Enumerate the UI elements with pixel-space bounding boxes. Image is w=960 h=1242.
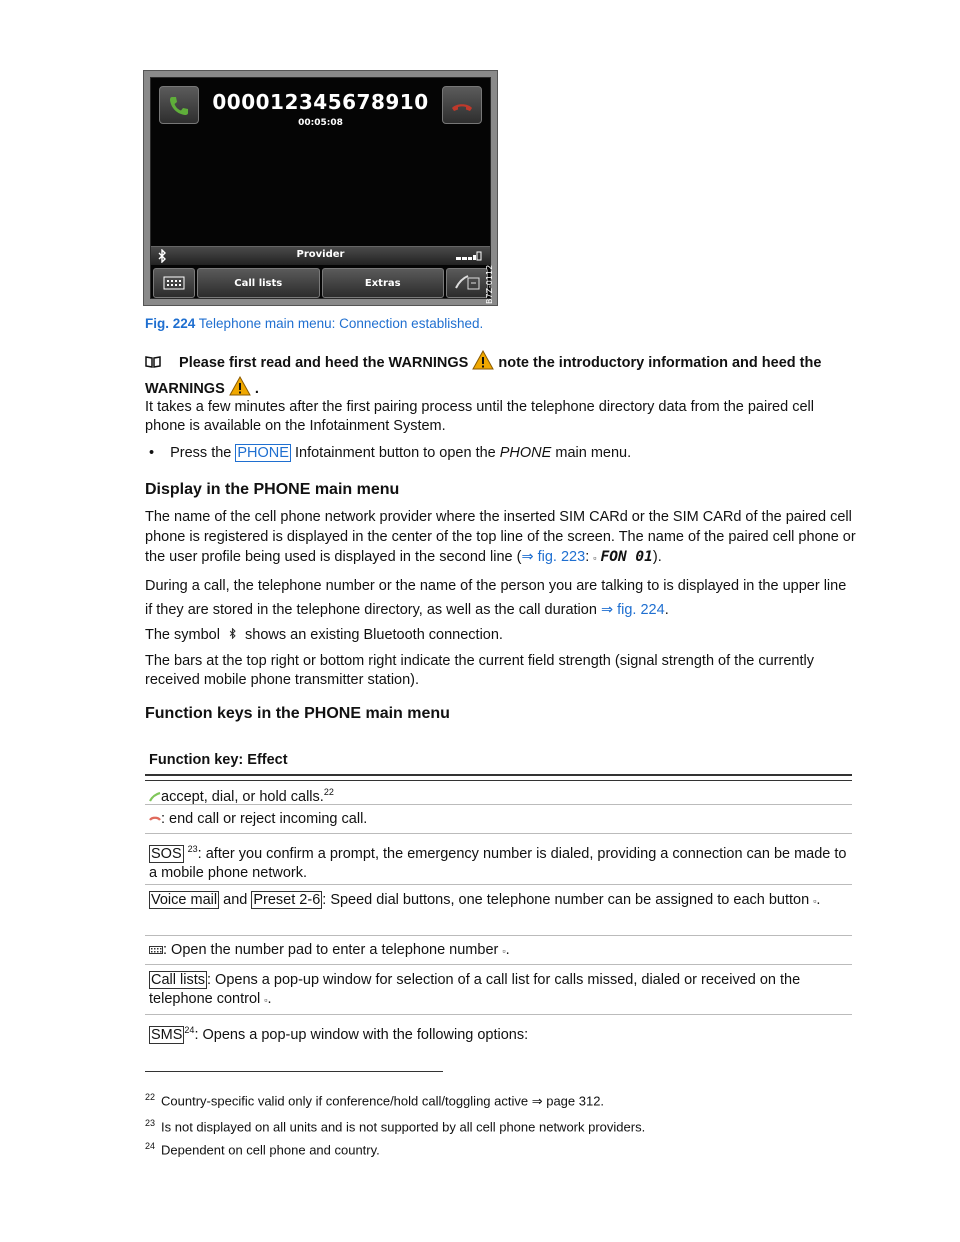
row-text: : Open the number pad to enter a telephone number [163,942,499,958]
book-icon [145,356,161,368]
footnote-separator [145,1071,443,1072]
table-header: Function key: Effect [149,752,288,768]
phone-end-icon [149,815,161,823]
display-paragraph-4: The bars at the top right or bottom right indicate the current field strength (signal strength of the currently received mobile phone transmitter station). [145,653,814,688]
footnote-number: 22 [145,1092,156,1102]
section-title-function-keys: Function keys in the PHONE main menu [145,705,450,722]
softkey-bar [153,268,488,298]
warning-text-2: note the introductory information and heed the WARNINGS [145,355,822,397]
paragraph-text: The name of the cell phone network provider where the inserted SIM CARd or the SIM CARd of the paired cell phone is registered is displayed in the center of the top line of the screen. The name of the paired cell phone or the user profile being used is displayed in the second line ( [145,509,856,565]
warning-end: . [254,381,259,397]
row-text: accept, dial, or hold calls. [161,788,324,805]
display-paragraph-3 [145,626,857,645]
display-text-marker: ▫ [593,553,597,563]
phone-screen [150,77,491,299]
phone-settings-button[interactable] [446,268,488,298]
infotainment-figure [143,70,498,306]
row-text: and [223,892,248,908]
intro-paragraph: It takes a few minutes after the first pairing process until the telephone directory data from the paired cell phone is available on the Infotainment System. [145,399,814,434]
footnote-text: Is not displayed on all units and is not supported by all cell phone network providers. [161,1119,646,1135]
row-text: . [505,942,510,958]
phone-end-icon [450,94,474,118]
display-paragraph-1 [145,507,857,568]
call-lists-softkey[interactable]: Call lists [197,268,320,298]
footnote-number: 23 [145,1118,156,1128]
footnote-number: 24 [145,1141,156,1151]
sms-key[interactable]: SMS [151,1026,183,1043]
paragraph-text: : [585,549,590,565]
bullet-text: Press the [170,445,232,461]
footnote-ref: 24 [184,1025,195,1035]
voice-mail-key[interactable]: Voice mail [151,892,218,908]
display-paragraph-2 [145,574,857,622]
row-text: . [816,892,821,908]
phone-menu-name: PHONE [499,445,552,461]
table-row [145,1015,852,1045]
row-text: : Speed dial buttons, one telephone number can be assigned to each button [322,892,810,908]
footnote [145,1092,604,1109]
caption-text: Telephone main menu: Connection established. [198,316,484,331]
fig-223-link[interactable]: ⇒ fig. 223 [521,549,586,565]
call-duration: 00:05:08 [298,118,343,128]
row-text: : end call or reject incoming call. [161,811,368,827]
provider-name: Provider [296,249,345,260]
call-lists-key[interactable]: Call lists [151,972,205,988]
end-call-button[interactable] [442,86,482,124]
table-row [145,936,852,965]
number-pad-icon [149,946,163,954]
bullet-text: main menu. [555,445,632,461]
bullet-dot: • [149,445,155,461]
footnote-ref: 23 [187,844,198,854]
paragraph-text: The symbol [145,627,220,643]
fon-code: FON 01 [600,549,653,565]
bluetooth-icon [228,628,237,639]
preset-key[interactable]: Preset 2-6 [253,892,321,908]
footnote-text: Country-specific valid only if conference/hold call/toggling active ⇒ page 312. [161,1093,605,1109]
footnote-ref: 22 [323,787,334,797]
signal-strength-icon [456,251,482,261]
footnote [145,1118,645,1134]
figure-caption [145,316,483,331]
number-pad-icon [163,276,185,290]
warning-triangle-icon [229,376,251,396]
row-text: . [267,991,272,1007]
warning-triangle-icon [472,350,494,370]
paragraph-text: shows an existing Bluetooth connection. [245,627,503,643]
table-row [145,834,852,885]
footnote-text: Dependent on cell phone and country. [161,1142,380,1158]
phone-handset-icon [453,274,481,292]
warning-notice [145,350,857,402]
phone-number: 000012345678910 [212,90,429,114]
paragraph-text: ). [652,549,662,565]
fig-224-link[interactable]: ⇒ fig. 224 [600,602,665,618]
extras-softkey[interactable]: Extras [322,268,445,298]
row-text: : Opens a pop-up window with the following options: [194,1026,529,1043]
table-row [145,805,852,834]
paragraph-text: . [664,602,669,618]
table-row [145,885,852,936]
row-text: : after you confirm a prompt, the emergency number is dialed, providing a connection can be made to a mobile phone network. [149,845,847,881]
phone-accept-icon [149,792,161,802]
bullet-text: Infotainment button to open the [295,445,496,461]
section-title-display: Display in the PHONE main menu [145,481,400,498]
display-text-marker: ▫ [264,995,268,1005]
bullet-item [145,444,857,463]
phone-key[interactable]: PHONE [237,445,289,461]
status-bar [151,246,490,265]
display-text-marker: ▫ [813,896,817,906]
figure-code: B7Z-0112 [485,264,494,304]
paragraph-text: During a call, the telephone number or the name of the person you are talking to is displayed in the upper line if they are stored in the telephone directory, as well as the call duration [145,578,847,618]
table-row [145,965,852,1015]
table-row [145,779,852,805]
row-text: : Opens a pop-up window for selection of a call list for calls missed, dialed or received on the telephone control [149,972,801,1007]
footnote [145,1141,380,1157]
warning-text-1: Please first read and heed the WARNINGS [179,355,469,371]
caption-label: Fig. 224 [145,316,196,331]
display-text-marker: ▫ [502,946,506,956]
number-pad-button[interactable] [153,268,195,298]
sos-key[interactable]: SOS [151,845,182,862]
